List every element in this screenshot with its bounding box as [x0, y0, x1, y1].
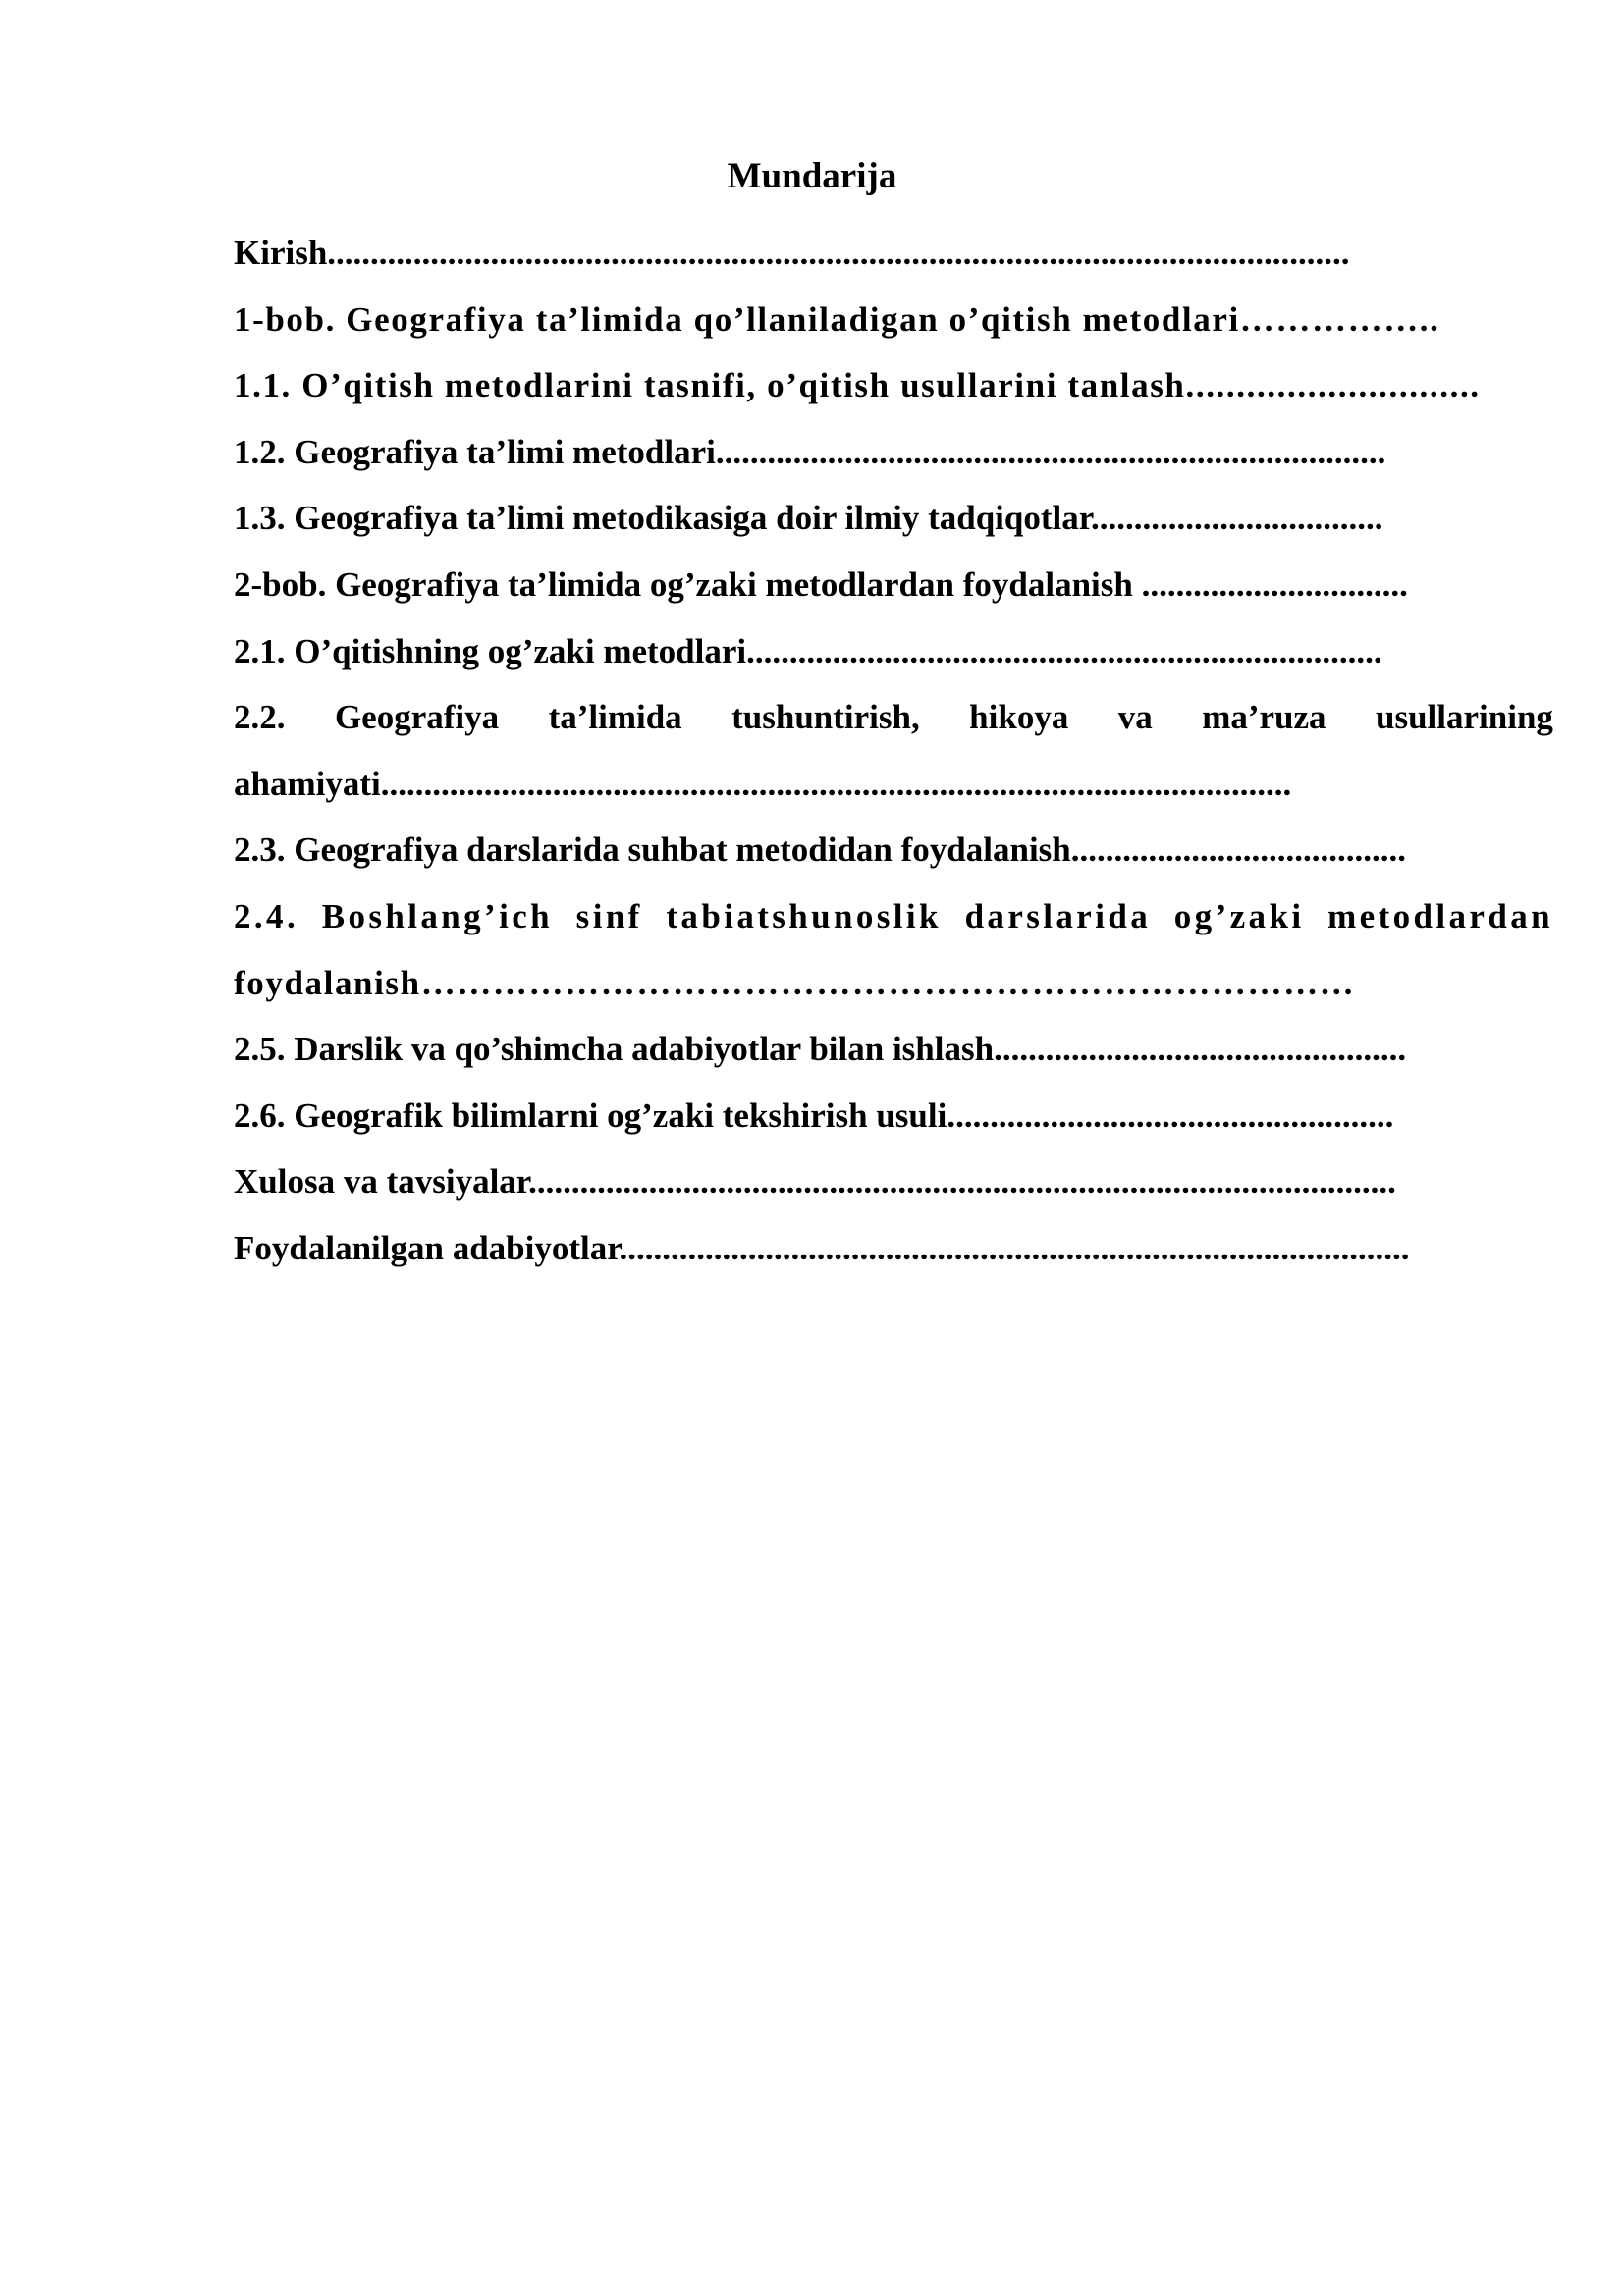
toc-word: hikoya [969, 698, 1069, 737]
toc-entry-section-1-3: 1.3. Geografiya ta’limi metodikasiga doir ilmiy tadqiqotlar.................................. [234, 499, 1383, 538]
toc-entry-section-2-5: 2.5. Darslik va qo’shimcha adabiyotlar bilan ishlash................................................ [234, 1030, 1407, 1069]
toc-word: darslarida [964, 896, 1152, 935]
toc-entry-chapter-1: 1-bob. Geografiya ta’limida qo’llaniladigan o’qitish metodlari…………….. [234, 299, 1440, 339]
toc-entry-references: Foydalanilgan adabiyotlar............................................................................................ [234, 1228, 1410, 1267]
toc-entry-section-2-4-line-2: foydalanish…………………………………………………………………… [234, 963, 1356, 1002]
toc-entry-section-1-2: 1.2. Geografiya ta’limi metodlari.............................................................................. [234, 432, 1386, 471]
toc-entry-section-2-3: 2.3. Geografiya darslarida suhbat metodidan foydalanish....................................... [234, 830, 1406, 870]
toc-word: 2.2. [234, 698, 286, 737]
toc-entry-section-2-4-line-1 [234, 883, 1553, 950]
toc-word: va [1117, 698, 1153, 737]
toc-word: Geografiya [334, 698, 500, 737]
toc-word: usullarining [1376, 698, 1553, 737]
toc-entry-section-2-2-line-1 [234, 684, 1553, 751]
toc-entry-section-2-2-line-2: ahamiyati.......................................................................................................... [234, 764, 1292, 803]
toc-word: metodlardan [1327, 896, 1553, 935]
toc-word: Boshlang’ich [321, 896, 554, 935]
toc-entry-section-1-1: 1.1. O’qitish metodlarini tasnifi, o’qitish usullarini tanlash............................. [234, 366, 1481, 405]
toc-word: ma’ruza [1202, 698, 1326, 737]
toc-word: og’zaki [1173, 896, 1305, 935]
toc-word: 2.4. [234, 896, 299, 935]
table-of-contents [234, 220, 1553, 1282]
toc-word: tabiatshunoslik [666, 896, 942, 935]
toc-entry-conclusion: Xulosa va tavsiyalar..................................................................................................... [234, 1162, 1396, 1201]
toc-entry-introduction: Kirish....................................................................................................................... [234, 234, 1350, 272]
toc-entry-section-2-6: 2.6. Geografik bilimlarni og’zaki tekshirish usuli.................................................... [234, 1095, 1394, 1135]
toc-word: tushuntirish, [731, 698, 920, 737]
toc-entry-chapter-2: 2-bob. Geografiya ta’limida og’zaki metodlardan foydalanish ............................... [234, 564, 1408, 604]
toc-word: sinf [575, 896, 643, 935]
toc-title: Mundarija [727, 156, 897, 196]
toc-word: ta’limida [548, 698, 682, 737]
toc-entry-section-2-1: 2.1. O’qitishning og’zaki metodlari.......................................................................... [234, 631, 1382, 670]
